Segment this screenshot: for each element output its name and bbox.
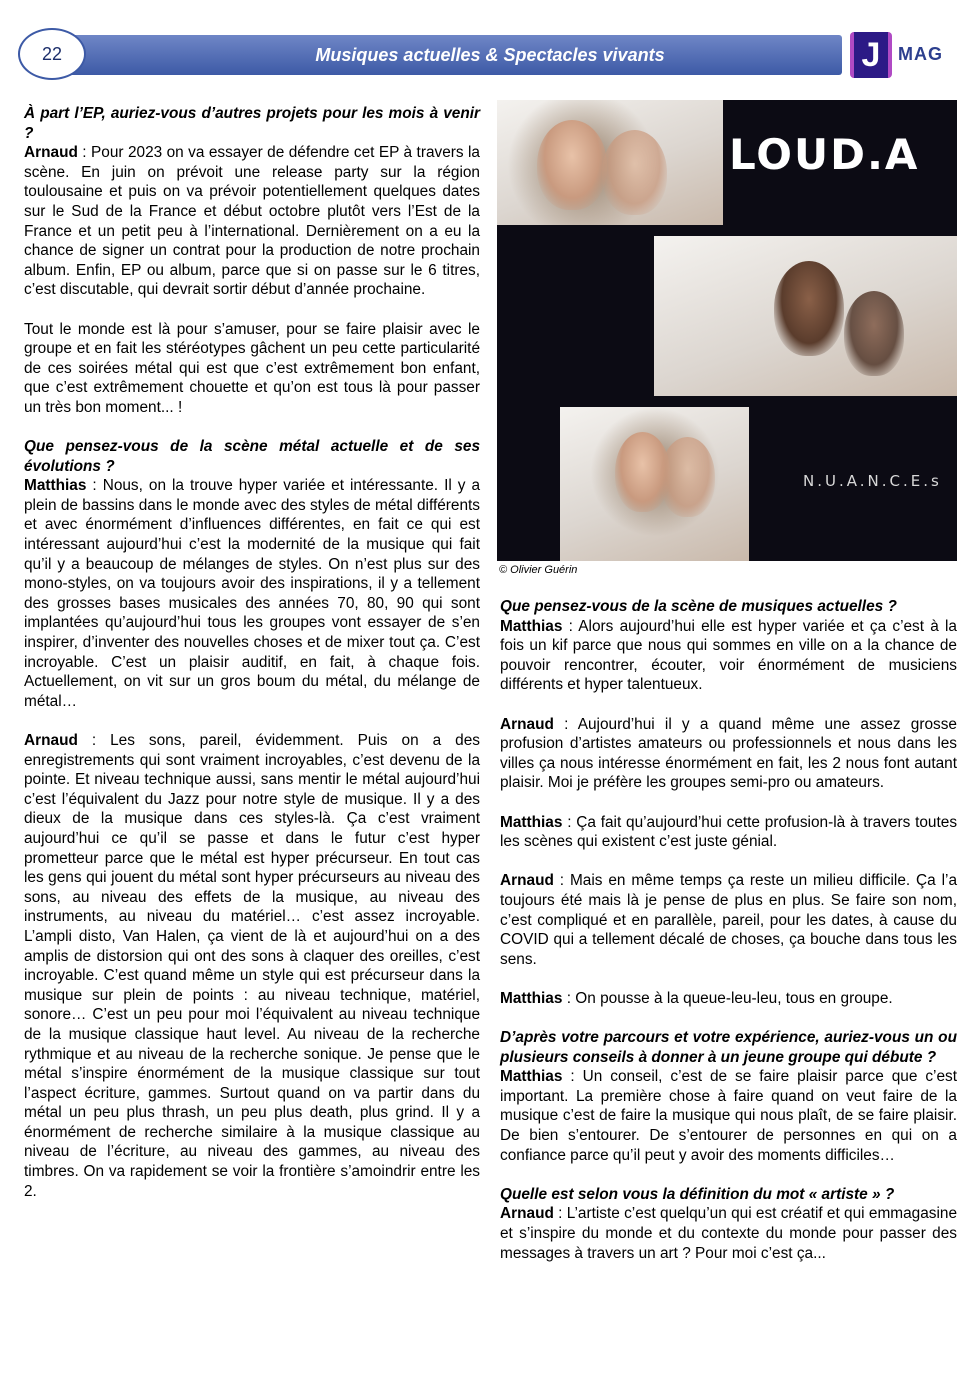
speaker-name: Matthias — [500, 989, 563, 1007]
speaker-name: Matthias — [24, 477, 87, 495]
answer-text: Ça fait qu’aujourd’hui cette profusion-là à travers toutes les scènes qui existent c’est juste génial. — [500, 813, 958, 851]
paragraph-gap — [500, 852, 957, 872]
speaker-name: Arnaud — [500, 715, 554, 733]
answer-text: Mais en même temps ça reste un milieu difficile. Ça l’a toujours été mais là je pense de plus en plus. Se faire son nom, c’est compliqué et en parallèle, pareil, pour les dates, à cause du COVID qui a tellement décalé de choses, ça bouche dans tous les sens. — [500, 872, 958, 968]
interview-question: D’après votre parcours et votre expérience, auriez-vous un ou plusieurs conseils à donner à un jeune groupe qui débute ? — [500, 1029, 957, 1066]
answer-text: Aujourd’hui il y a quand même une assez grosse profusion d’artistes amateurs ou professionnels et nous dans les villes ça nous intéresse énormément en fait, les 2 nous font autant plaisir. Moi je préfère les groupes semi-pro ou amateurs. — [500, 715, 957, 792]
speaker-separator: : — [562, 617, 579, 635]
speaker-name: Matthias — [500, 1068, 563, 1086]
answer-text: On pousse à la queue-leu-leu, tous en groupe. — [575, 989, 893, 1007]
speaker-separator: : — [553, 872, 570, 890]
answer-text: L’artiste c’est quelqu’un qui est créatif et qui emmagasine et s’inspire du monde et du contexte du monde pour passer des messages à travers un art ? Pour moi c’est ça... — [500, 1205, 958, 1262]
speaker-separator: : — [553, 715, 578, 733]
answer-text: Pour 2023 on va essayer de défendre cet EP à travers la scène. En juin on prévoit une release party sur la région toulousaine et puis on va prévoir potentiellement quelques dates sur le Sud de la France et début octobre plutôt vers l’Est de la France et un petit peu à l’international. Dernièrement on a eu la chance de signer un contrat pour la production de notre prochain album. Enfin, EP ou album, parce que si on passe sur le 6 titres, c’est discutable, qui devrait sortir début d’année prochaine. — [24, 144, 480, 299]
speaker-separator: : — [562, 1068, 583, 1086]
interview-question: Quelle est selon vous la définition du mot « artiste » ? — [500, 1185, 895, 1203]
speaker-name: Arnaud — [500, 1205, 554, 1223]
paragraph-gap — [24, 300, 480, 320]
paragraph-gap — [500, 969, 957, 989]
speaker-name: Matthias — [500, 813, 563, 831]
interview-question: À part l’EP, auriez-vous d’autres projets pour les mois à venir ? — [24, 105, 480, 142]
interview-question: Que pensez-vous de la scène métal actuelle et de ses évolutions ? — [24, 438, 480, 475]
answer-text: Nous, on la trouve hyper variée et intéressante. Il y a plein de bassins dans le monde avec des styles de métal différents et avec énormément d’influences différentes, en fait ce qui est intéressant aujourd’hui c’est la modernité de la musique qui fait qu’il y a beaucoup de mélanges de styles. On n’est plus sur des mono-styles, on va toujours avoir des inspirations, il y a tellement des grosses bases musicales des années 70, 80, 90 qui sont implantées qu’aujourd’hui tous les groupes vont essayer de s’en inspirer, d’inventer des nouvelles choses et de mixer tout ça. C’est incroyable. C’est un plaisir auditif, en fait, à chaque fois. Actuellement, on vit sur un gros boum du métal, du mélange de métal… — [24, 477, 481, 710]
photo-panel-top — [497, 100, 723, 225]
paragraph-gap — [500, 1008, 957, 1028]
left-column — [24, 104, 480, 1201]
interview-answer — [500, 715, 957, 793]
band-logo: LOUD.A — [729, 130, 920, 179]
logo-letter: J — [850, 32, 892, 78]
speaker-name: Matthias — [500, 617, 563, 635]
interview-answer — [24, 476, 480, 711]
speaker-name: Arnaud — [24, 732, 78, 749]
paragraph-gap — [500, 793, 957, 813]
speaker-separator: : — [77, 732, 111, 749]
paragraph-gap — [24, 711, 480, 731]
paragraph-gap — [500, 1165, 957, 1185]
interview-question: Que pensez-vous de la scène de musiques actuelles ? — [500, 598, 897, 615]
paragraph-gap — [24, 418, 480, 438]
speaker-separator: : — [562, 813, 577, 831]
logo-text: MAG — [898, 44, 943, 64]
page-number: 22 — [18, 28, 86, 80]
photo-credit: © Olivier Guérin — [499, 564, 578, 576]
body-paragraph: Tout le monde est là pour s’amuser, pour se faire plaisir avec le groupe et en fait les stéréotypes gâchent un peu cette particularité de ces soirées métal qui est que c’est extrêmement bon enfant, que c’est extrêmement chouette et qu’on est tous là pour passer un très bon moment... ! — [24, 320, 480, 416]
speaker-separator: : — [562, 989, 576, 1007]
right-column — [500, 597, 957, 1263]
interview-answer — [500, 871, 957, 969]
photo-panel-bottom — [560, 407, 749, 561]
interview-answer — [500, 1204, 957, 1263]
magazine-logo — [848, 30, 946, 80]
band-photo — [497, 100, 957, 561]
interview-answer — [24, 143, 480, 300]
photo-panel-middle — [654, 236, 957, 396]
answer-text: Un conseil, c’est de se faire plaisir parce que c’est important. La première chose à faire quand on veut faire de la musique c’est de faire la musique qui nous plaît, de se faire plaisir. De bien s’entourer. De s’entourer de personnes en qui on a confiance parce qu’il peut y avoir des moments difficiles… — [500, 1068, 958, 1164]
speaker-separator: : — [86, 477, 103, 495]
interview-answer — [500, 989, 957, 1009]
speaker-name: Arnaud — [500, 872, 554, 890]
interview-answer — [500, 813, 957, 852]
answer-text: Alors aujourd’hui elle est hyper variée et ça c’est à la fois un kif parce que nous qui sommes en ville on a la chance de pouvoir rencontrer, écouter, voir énormément de musiciens différents et hyper talentueux. — [500, 617, 957, 694]
speaker-name: Arnaud — [24, 144, 78, 162]
album-title: N.U.A.N.C.E.s — [803, 472, 942, 490]
interview-answer — [500, 617, 957, 695]
answer-text: Les sons, pareil, évidemment. Puis on a des enregistrements qui sont vraiment incroyables, c’est devenu de la pointe. Et niveau technique aussi, sans mentir le métal aujourd’hui c’est l’équivalent du Jazz pour notre style de musique. Il y a des dieux de la musique dans ces styles-là. Ça c’est vraiment aujourd’hui ce qu’il se passe et dans le futur c’est hyper prometteur parce que le métal est hyper précurseur. En tout cas les gens qui jouent du métal sont hyper précurseurs au niveau des sons, au niveau des effets de la musique, au niveau des instruments, au niveau du matériel… c’est assez incroyable. L’ampli disto, Van Halen, ça vient de là et aujourd’hui on a des amplis de distorsion qui ont des sons à claquer des oreilles, c’est incroyable. C’est quand même un style qui est précurseur dans la musique sur plein de points : au niveau technique, matériel, sonore… C’est un peu pour moi l’équivalent au niveau technique de la musique classique haut level. Au niveau de la recherche rythmique et au niveau de la recherche sonique. Je pense que le métal s’inspire énormément de la musique classique sur tout l’aspect écriture, gammes. Surtout quand on va partir dans du métal un peu plus thrash, un peu plus death, plus grind. Il y a énormément de recherche similaire à la musique classique au niveau de l’écriture, au niveau des gammes, au niveau des timbres. On va rapidement se voir la frontière s’amoindrir entre les 2. — [24, 732, 480, 1200]
speaker-separator: : — [77, 144, 92, 162]
section-title: Musiques actuelles & Spectacles vivants — [315, 45, 665, 65]
interview-answer — [500, 1067, 957, 1165]
interview-answer — [24, 731, 480, 1201]
header-bar — [48, 35, 842, 75]
page-header — [18, 28, 842, 80]
paragraph-gap — [500, 695, 957, 715]
speaker-separator: : — [553, 1205, 567, 1223]
